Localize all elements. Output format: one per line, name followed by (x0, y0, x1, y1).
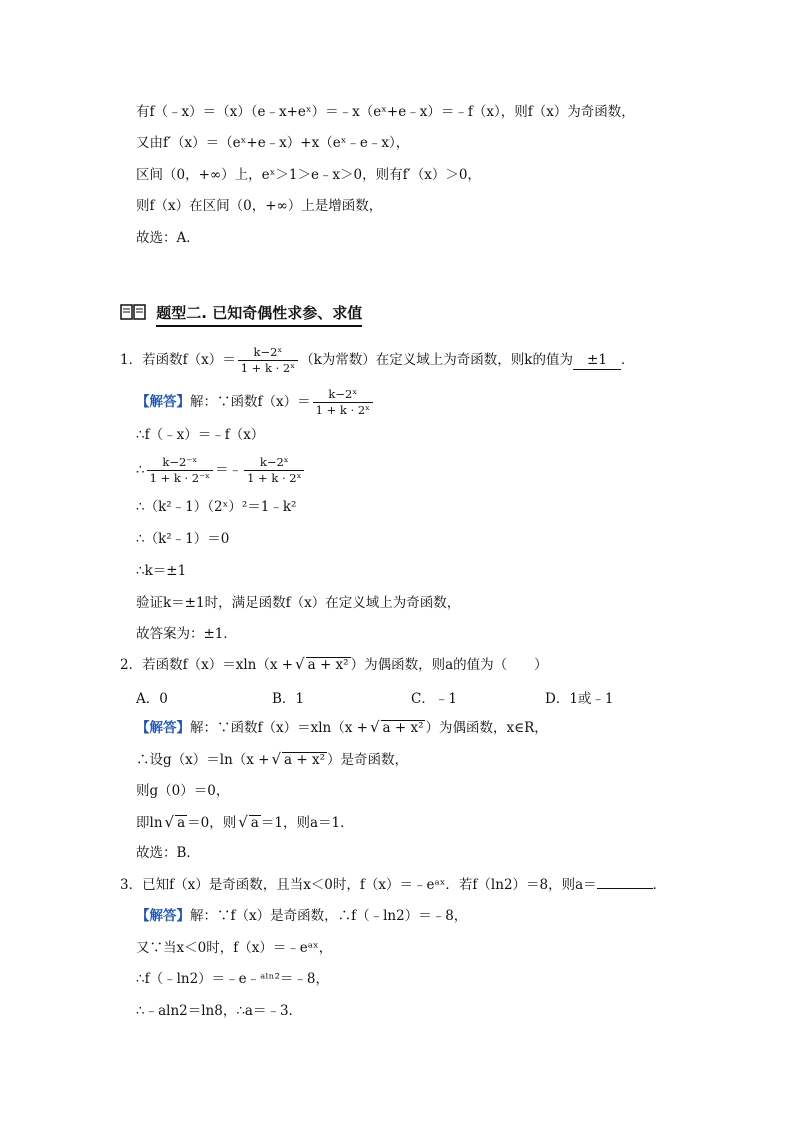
question-1-stem: 1．若函数f（x）＝ $\frac{\text{k−2ˣ}}{\text{1 + k · 2ˣ}}$ （k为常数）在定义域上为奇函数，则k的值为 ±1 ． (120, 345, 635, 375)
solution-line: ∴设g（x）＝ln（x + √ a + x² ）是奇函数， (136, 750, 409, 768)
solution-line: 则f（x）在区间（0，+∞）上是增函数， (136, 198, 383, 214)
solution-line: 则g（0）＝0， (136, 783, 230, 799)
solution-line: 【解答】解：∵f（x）是奇函数，∴f（﹣ln2）＝﹣8， (136, 908, 468, 924)
solution-line: ∴ $\frac{\text{k−2⁻ˣ}}{\text{1 + k · 2⁻ˣ}}$ ＝﹣ $\frac{\text{k−2ˣ}}{\text{1 + k · 2ˣ}}$ (136, 455, 306, 486)
solution-line: 【解答】解：∵函数f（x）＝xln（x + √ a + x² ）为偶函数，x∈R， (136, 718, 548, 736)
book-icon (120, 303, 146, 326)
solution-line: 故选：A． (136, 230, 200, 246)
answer-blank (597, 888, 653, 889)
solution-line: ∴k＝±1 (136, 563, 187, 579)
fraction: $\frac{\text{k−2ˣ}}{\text{1 + k · 2ˣ}}$ (238, 345, 298, 376)
option-d: D．1或﹣1 (545, 691, 614, 707)
solution-line: 又由f′（x）＝（eˣ+e﹣x）+x（eˣ﹣e﹣x）， (136, 135, 410, 151)
solution-line: 故答案为：±1． (136, 626, 237, 642)
solution-line: ∴f（﹣x）＝﹣f（x） (136, 427, 265, 443)
solution-line: 故选：B． (136, 845, 200, 861)
section-title: 题型二. 已知奇偶性求参、求值 (156, 304, 362, 327)
option-b: B．1 (272, 691, 305, 707)
solution-line: 【解答】解：∵函数f（x）＝ $\frac{\text{k−2ˣ}}{\text{1 + k · 2ˣ}}$ (136, 387, 375, 418)
solution-line: 有f（﹣x）＝（x）（e﹣x+eˣ）＝﹣x（eˣ+e﹣x）＝﹣f（x），则f（x）为奇函数， (136, 104, 635, 120)
option-a: A．0 (136, 691, 168, 707)
solution-line: ∴（k²﹣1）＝0 (136, 531, 230, 547)
solution-line: ∴﹣aln2＝ln8，∴a＝﹣3． (136, 1003, 303, 1019)
solution-line: 区间（0，+∞）上，eˣ＞1＞e﹣x＞0，则有f′（x）＞0， (136, 167, 481, 183)
solution-line: 又∵当x＜0时，f（x）＝﹣eᵃˣ， (136, 940, 333, 956)
solution-line: ∴f（﹣ln2）＝﹣e﹣ᵃˡⁿ²＝﹣8， (136, 971, 330, 987)
solution-line: 验证k＝±1时，满足函数f（x）在定义域上为奇函数， (136, 595, 461, 611)
solution-line: ∴（k²﹣1）（2ˣ）²＝1﹣k² (136, 499, 297, 515)
option-c: C．﹣1 (411, 691, 457, 707)
answer-blank: ±1 (573, 351, 621, 370)
solution-line: 即ln √ a ＝0，则 √ a ＝1，则a＝1． (136, 813, 354, 831)
section-heading (120, 303, 362, 326)
question-2-stem: 2．若函数f（x）＝xln（x + √ a + x² ）为偶函数，则a的值为（ ） (120, 655, 548, 673)
question-3-stem: 3．已知f（x）是奇函数，且当x＜0时，f（x）＝﹣eᵃˣ．若f（ln2）＝8，则a＝ ． (120, 877, 667, 893)
